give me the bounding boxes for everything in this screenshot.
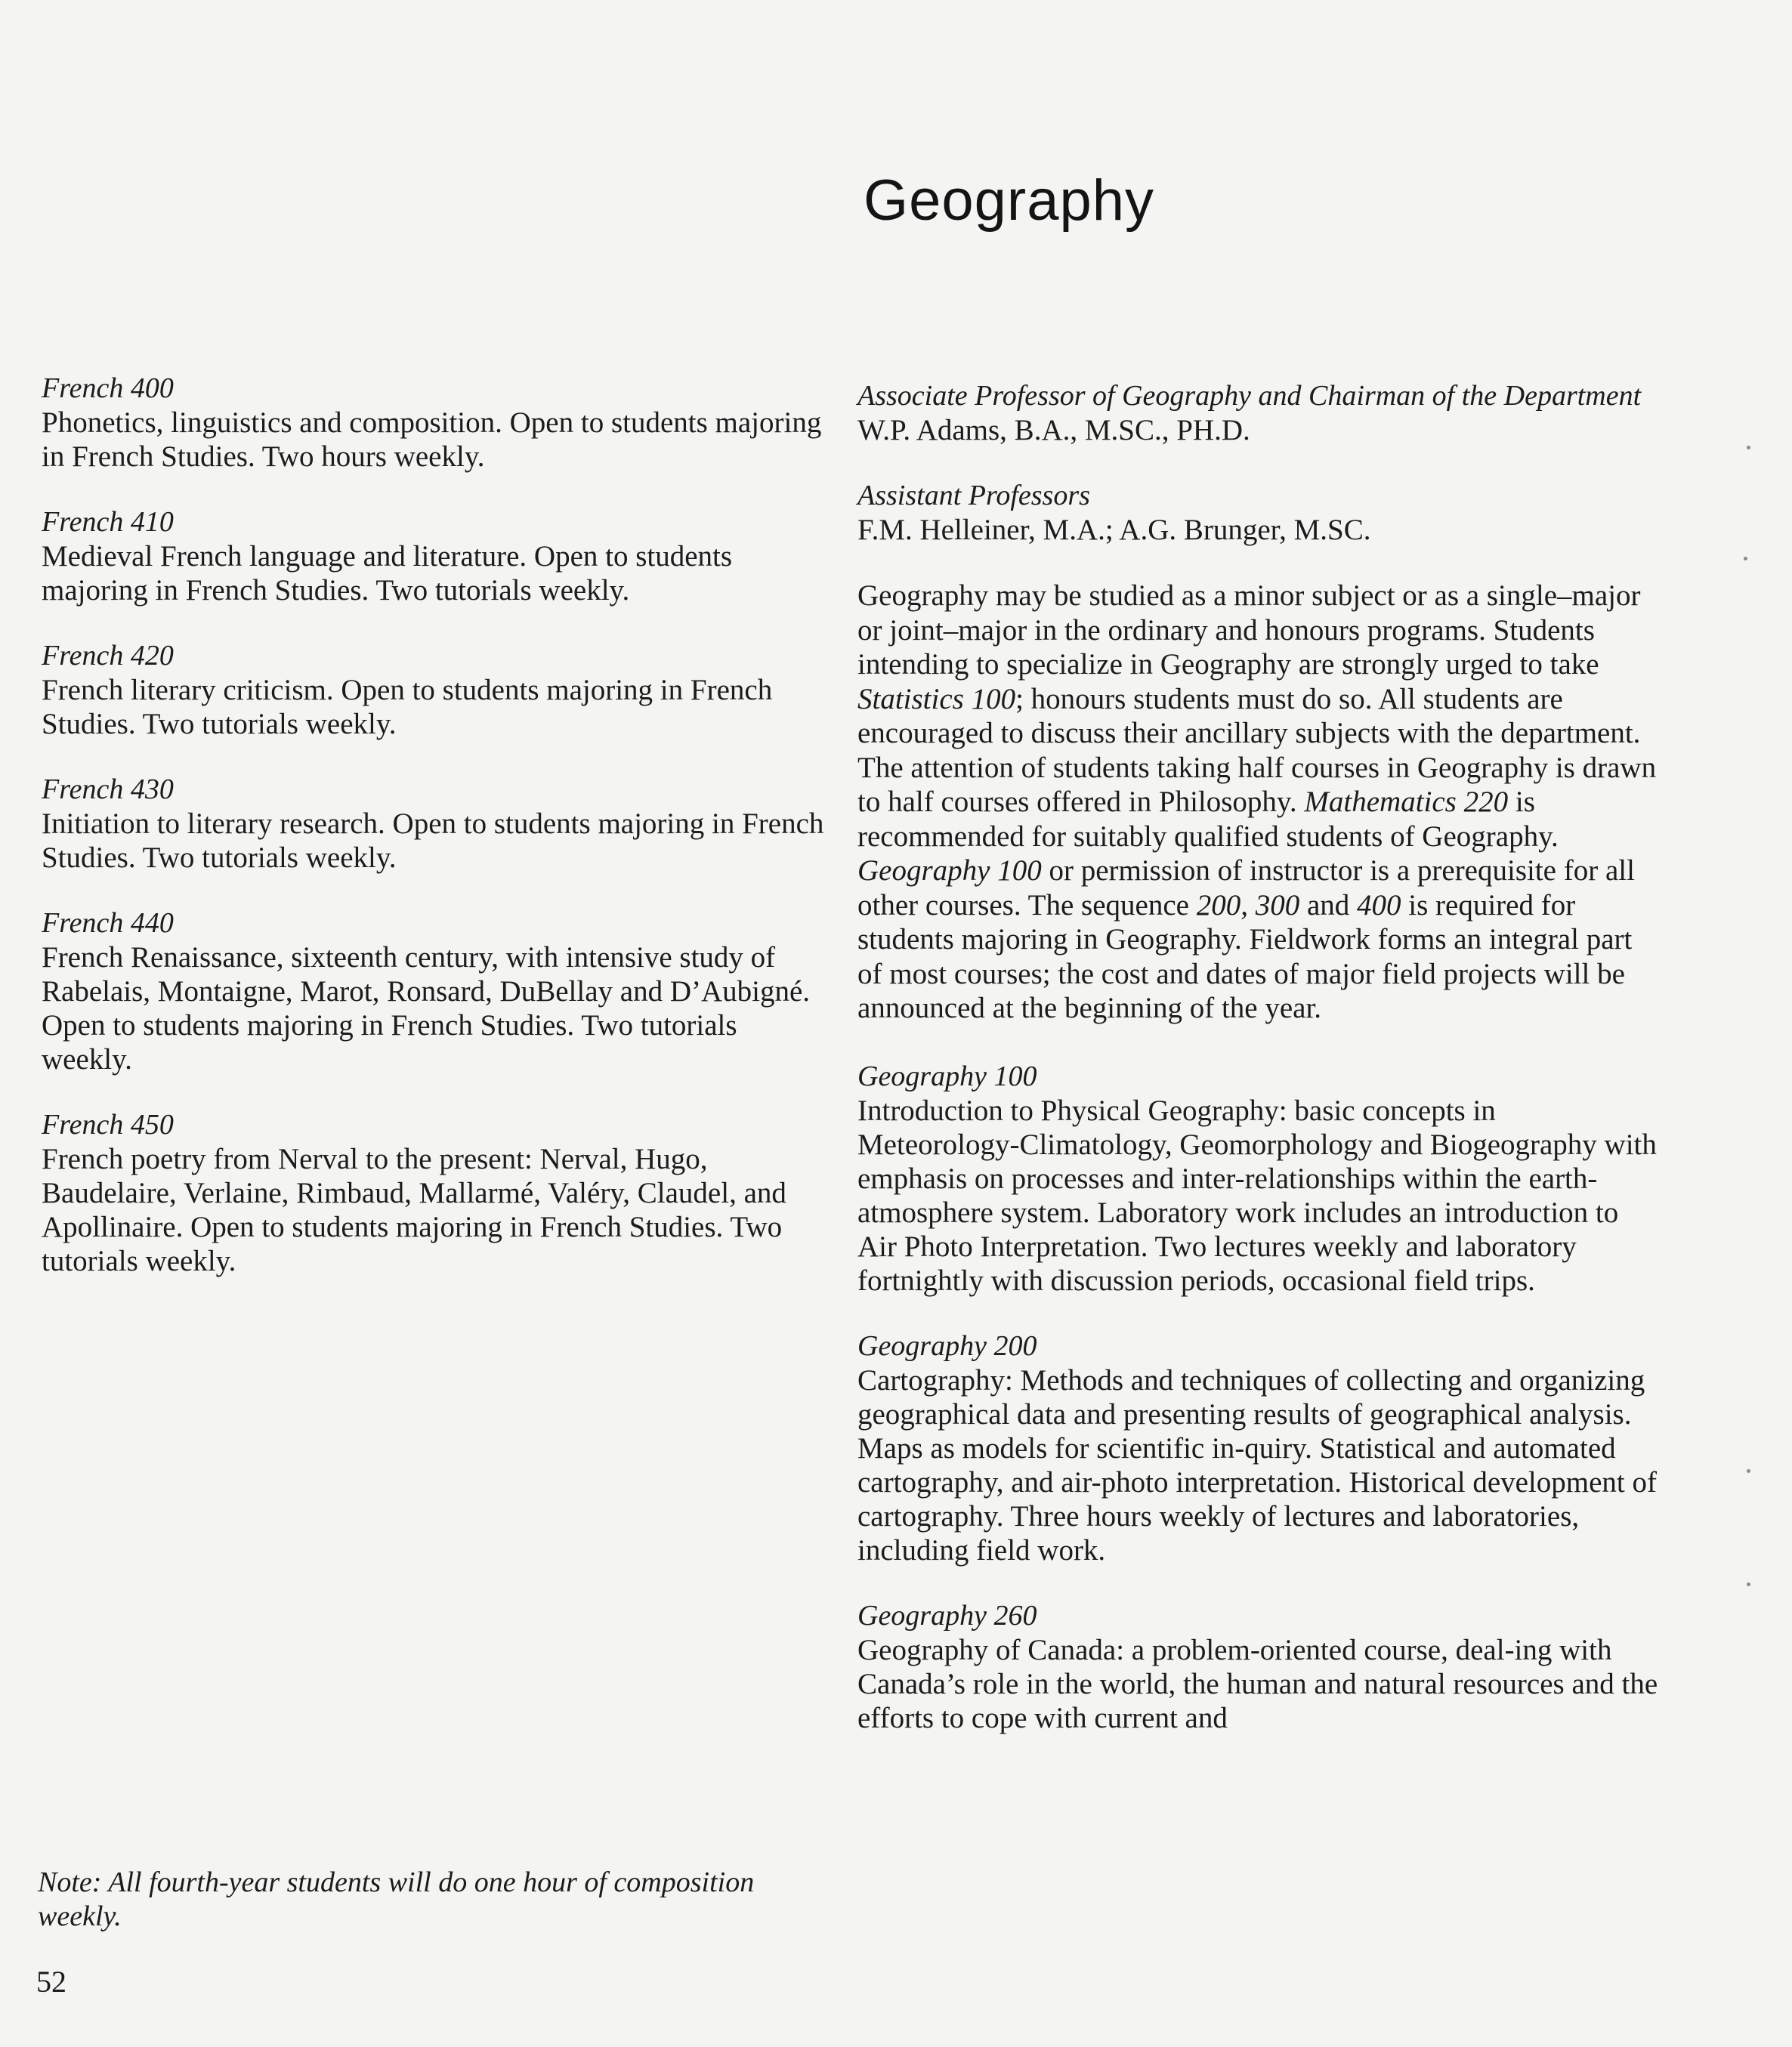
intro-text: is recommended for suitably qualified students of Geography. [857, 786, 1559, 853]
intro-text: is required for students majoring in Geography. Fieldwork forms an integral part of most courses; the cost and dates of major field projects will be announced at the beginning of the year. [857, 888, 1633, 1024]
faculty-assistant-professors [857, 479, 1658, 547]
faculty-title: Associate Professor of Geography and Chairman of the Department [857, 380, 1642, 412]
intro-course-ref: Mathematics 220 [1304, 786, 1509, 818]
intro-text: or permission of instructor is a prerequisite for all other courses. The sequence [857, 854, 1635, 922]
course-title: French 440 [42, 907, 174, 939]
scan-speck [1747, 1469, 1750, 1473]
course-title: French 450 [42, 1109, 174, 1141]
intro-course-ref: 200, 300 [1196, 888, 1300, 922]
page-title: Geography [864, 168, 1155, 233]
course-entry-french-400 [42, 372, 831, 474]
course-title: Geography 100 [857, 1060, 1037, 1092]
course-entry-geography-200 [857, 1329, 1658, 1567]
course-title: Geography 260 [857, 1599, 1037, 1632]
right-column [857, 379, 1658, 1767]
course-description: Cartography: Methods and techniques of collecting and organizing geographical data and presenting results of geographical analysis. Maps as models for scientific in-quiry. Statistical and automated cartography, and air-photo interpretation. Historical development of cartography. Three hours weekly of lectures and laboratories, including field work. [857, 1363, 1657, 1567]
course-entry-geography-260 [857, 1599, 1658, 1735]
intro-text: Geography may be studied as a minor subject or as a single–major or joint–major in the ordinary and honours programs. Students intending to specialize in Geography are strongly urged to take [857, 579, 1641, 681]
course-title: French 420 [42, 640, 174, 672]
course-description: French poetry from Nerval to the present: Nerval, Hugo, Baudelaire, Verlaine, Rimbaud, Mallarmé, Valéry, Claudel, and Apollinaire. Open to students majoring in French Studies. Two tutorials weekly. [42, 1143, 786, 1277]
course-description: French literary criticism. Open to students majoring in French Studies. Two tutorials weekly. [42, 674, 773, 740]
course-description: Medieval French language and literature. Open to students majoring in French Studies. Two tutorials weekly. [42, 540, 733, 607]
course-description: Phonetics, linguistics and composition. Open to students majoring in French Studies. Two hours weekly. [42, 406, 822, 473]
intro-paragraph [857, 579, 1658, 1026]
scan-speck [1747, 446, 1750, 449]
course-entry-french-440 [42, 906, 831, 1076]
page-number: 52 [36, 1965, 66, 1999]
intro-text: and [1299, 888, 1358, 922]
course-title: French 410 [42, 506, 174, 538]
course-description: Introduction to Physical Geography: basic concepts in Meteorology-Climatology, Geomorphology and Biogeography with emphasis on processes and inter-relationships within the earth-atmosphere system. Laboratory work includes an introduction to Air Photo Interpretation. Two lectures weekly and laboratory fortnightly with discussion periods, occasional field trips. [857, 1094, 1657, 1297]
faculty-names: F.M. Helleiner, M.A.; A.G. Brunger, M.SC. [857, 514, 1371, 546]
course-entry-french-450 [42, 1108, 831, 1278]
faculty-title: Assistant Professors [857, 480, 1090, 511]
course-title: French 400 [42, 372, 174, 404]
intro-course-ref: 400 [1357, 888, 1401, 922]
scan-speck [1747, 1582, 1750, 1586]
course-title: French 430 [42, 773, 174, 805]
course-entry-french-410 [42, 505, 831, 607]
left-column [42, 372, 831, 1310]
course-title: Geography 200 [857, 1329, 1037, 1362]
intro-course-ref: Statistics 100 [857, 682, 1016, 715]
course-entry-french-420 [42, 639, 831, 741]
faculty-names: W.P. Adams, B.A., M.SC., PH.D. [857, 414, 1250, 446]
course-entry-french-430 [42, 773, 831, 875]
course-description: French Renaissance, sixteenth century, with intensive study of Rabelais, Montaigne, Marot, Ronsard, DuBellay and D’Aubigné. Open to students majoring in French Studies. Two tutorials weekly. [42, 941, 811, 1076]
course-description: Initiation to literary research. Open to students majoring in French Studies. Two tutorials weekly. [42, 807, 824, 874]
course-description: Geography of Canada: a problem-oriented course, deal-ing with Canada’s role in the world, the human and natural resources and the efforts to cope with current and [857, 1633, 1658, 1734]
intro-text: ; honours students must do so. All students are encouraged to discuss their ancillary subjects with the department. The attention of students taking half courses in Geography is drawn to half courses offered in Philosophy. [857, 682, 1657, 818]
course-entry-geography-100 [857, 1060, 1658, 1298]
note: Note: All fourth-year students will do one hour of composition weekly. [38, 1866, 755, 1932]
faculty-chairman [857, 379, 1658, 447]
scan-speck [1744, 557, 1747, 560]
intro-course-ref: Geography 100 [857, 854, 1042, 887]
